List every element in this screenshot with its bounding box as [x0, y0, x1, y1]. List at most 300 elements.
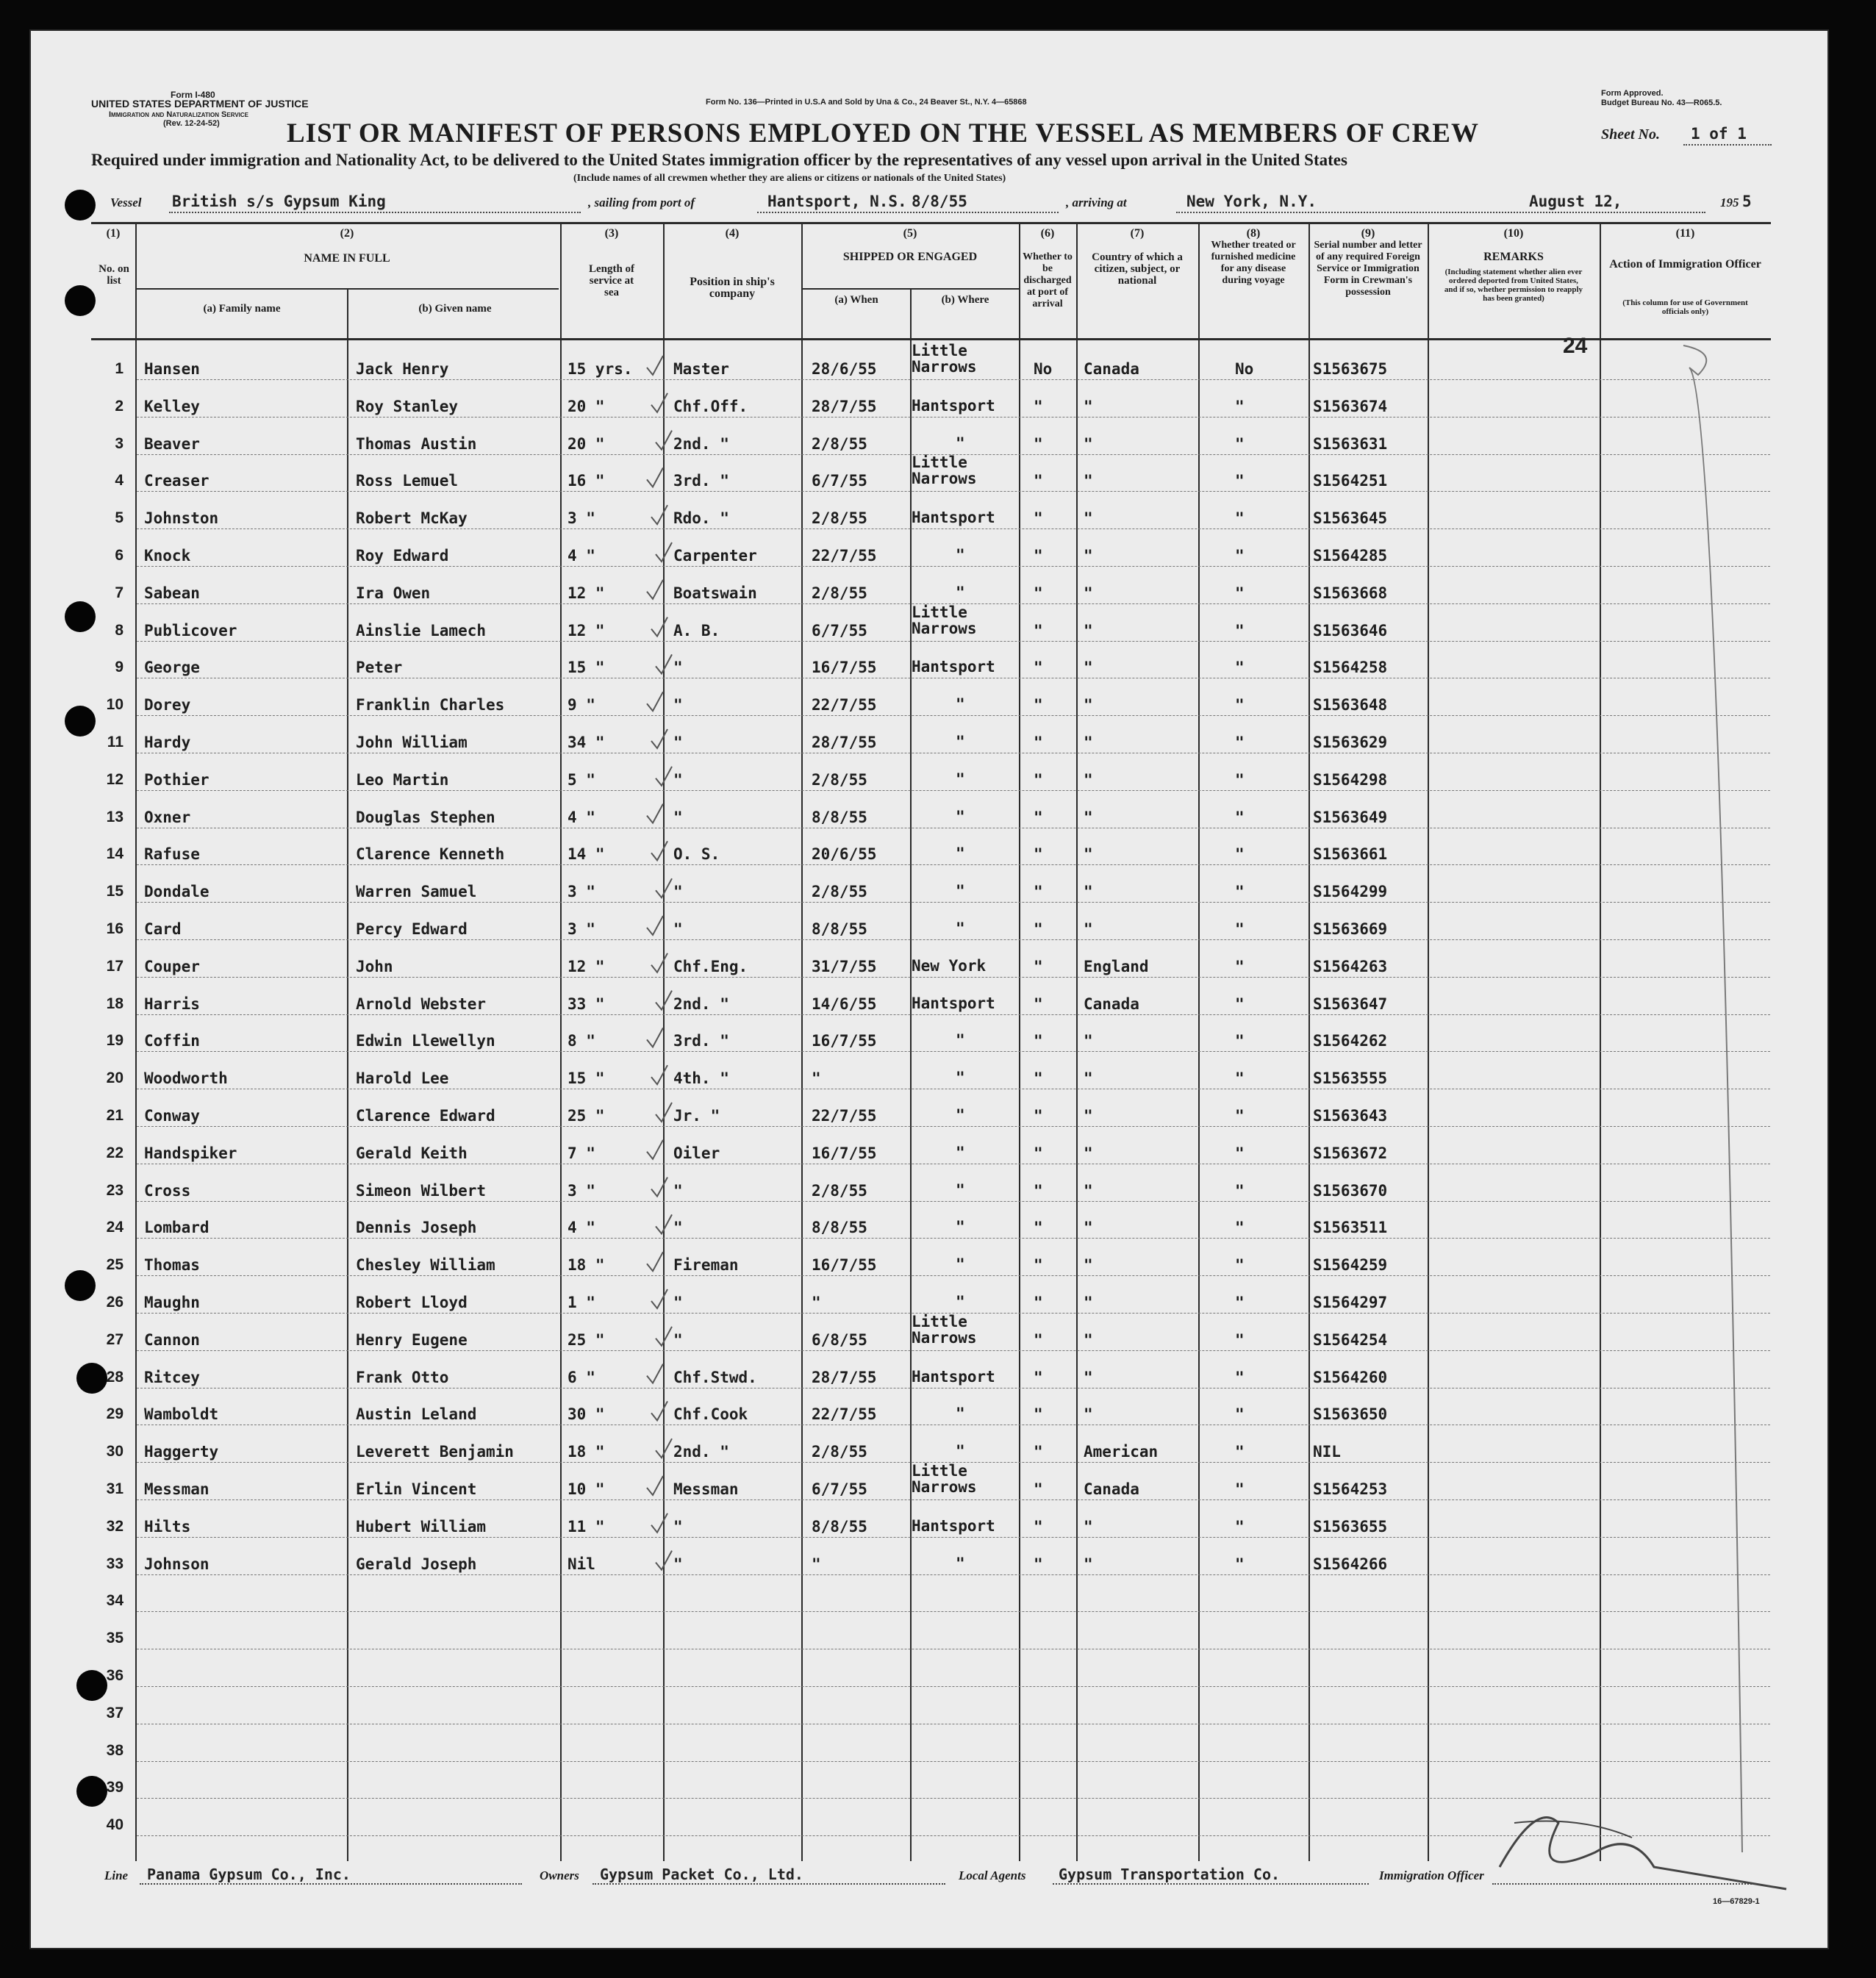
serial-number: S1564260	[1313, 1368, 1388, 1386]
serial-number: S1563648	[1313, 696, 1388, 714]
subtitle: Required under immigration and Nationality Act, to be delivered to the United States immigration officer by the representatives of any vessel upon arrival in the United States	[91, 151, 1347, 169]
length-of-service: 12 "	[568, 621, 605, 639]
position: 2nd. "	[673, 1443, 729, 1461]
row-number: 11	[107, 734, 123, 750]
treated: "	[1235, 472, 1245, 490]
given-name: Ira Owen	[356, 584, 431, 602]
row-number: 16	[106, 920, 123, 937]
family-name: Coffin	[144, 1032, 200, 1050]
given-name: Henry Eugene	[356, 1330, 468, 1349]
sheet-value: 1 of 1	[1691, 125, 1747, 143]
given-name: Douglas Stephen	[356, 808, 495, 826]
service: Immigration and Naturalization Service	[109, 110, 249, 119]
position: "	[673, 920, 683, 938]
row-number: 14	[106, 845, 123, 863]
discharged: "	[1034, 770, 1043, 789]
given-name: Warren Samuel	[356, 883, 477, 901]
position: "	[673, 659, 683, 677]
position: "	[673, 808, 683, 826]
treated: "	[1235, 509, 1245, 528]
check-mark	[647, 692, 663, 711]
arriving-port: New York, N.Y.	[1186, 193, 1317, 210]
shipped-where: Hantsport	[912, 1367, 995, 1386]
row-number: 20	[106, 1069, 123, 1087]
country: "	[1084, 883, 1093, 901]
family-name: Creaser	[144, 472, 210, 490]
shipped-when: 20/6/55	[812, 845, 877, 864]
row-number: 30	[106, 1443, 123, 1461]
discharged: "	[1034, 883, 1043, 901]
check-mark	[647, 1476, 663, 1495]
discharged: "	[1034, 920, 1043, 938]
row-number: 32	[106, 1517, 123, 1535]
given-name: Leo Martin	[356, 770, 449, 789]
row-number: 40	[106, 1816, 123, 1834]
row-number: 1	[115, 360, 123, 377]
shipped-where: "	[956, 845, 965, 863]
shipped-where: "	[956, 807, 965, 825]
country: American	[1084, 1443, 1159, 1461]
row-number: 18	[106, 995, 123, 1012]
serial-number: S1563511	[1313, 1219, 1388, 1237]
given-name: Edwin Llewellyn	[356, 1032, 495, 1050]
given-name: Thomas Austin	[356, 434, 477, 453]
shipped-when: 8/8/55	[812, 1219, 867, 1237]
position: Messman	[673, 1480, 739, 1498]
length-of-service: 3 "	[568, 509, 595, 528]
given-name: Frank Otto	[356, 1368, 449, 1386]
position: 3rd. "	[673, 1032, 729, 1050]
check-mark	[647, 1252, 663, 1271]
row-number: 31	[106, 1480, 123, 1497]
printer-note: Form No. 136—Printed in U.S.A and Sold by Una & Co., 24 Beaver St., N.Y. 4—65868	[706, 98, 1027, 107]
shipped-when: 2/8/55	[812, 584, 867, 602]
given-name: Robert McKay	[356, 509, 468, 528]
length-of-service: 12 "	[568, 957, 605, 975]
check-mark	[651, 1289, 667, 1308]
shipped-where: "	[956, 546, 965, 564]
shipped-when: 28/6/55	[812, 360, 877, 378]
shipped-when: "	[812, 1294, 821, 1311]
serial-number: S1563655	[1313, 1517, 1388, 1536]
treated: "	[1235, 434, 1245, 453]
check-mark	[647, 1364, 663, 1383]
serial-number: S1563675	[1313, 360, 1388, 378]
serial-number: S1563555	[1313, 1069, 1388, 1088]
line-value: Panama Gypsum Co., Inc.	[147, 1866, 351, 1883]
country: "	[1084, 1069, 1093, 1088]
check-mark	[651, 841, 667, 860]
discharged: "	[1034, 1368, 1043, 1386]
length-of-service: 15 "	[568, 1069, 605, 1088]
shipped-when: 22/7/55	[812, 1405, 877, 1424]
given-name: Austin Leland	[356, 1405, 477, 1424]
discharged: "	[1034, 509, 1043, 528]
row-number: 2	[115, 397, 123, 415]
treated: "	[1235, 1368, 1245, 1386]
serial-number: S1563672	[1313, 1144, 1388, 1162]
treated: "	[1235, 1330, 1245, 1349]
shipped-where: "	[956, 1255, 965, 1274]
treated: "	[1235, 1069, 1245, 1088]
serial-number: S1564297	[1313, 1294, 1388, 1311]
discharged: "	[1034, 659, 1043, 677]
shipped-where: "	[956, 1069, 965, 1087]
treated: "	[1235, 920, 1245, 938]
family-name: Wamboldt	[144, 1405, 219, 1424]
country: "	[1084, 808, 1093, 826]
shipped-where: Hantsport	[912, 994, 995, 1012]
row-number: 6	[115, 547, 123, 564]
shipped-when: 28/7/55	[812, 1368, 877, 1386]
treated: "	[1235, 1405, 1245, 1424]
check-mark	[647, 580, 663, 599]
arrival-date: August 12,	[1529, 193, 1622, 210]
check-mark	[656, 1438, 672, 1458]
shipped-when: 2/8/55	[812, 1443, 867, 1461]
check-mark	[651, 1513, 667, 1533]
length-of-service: 33 "	[568, 995, 605, 1013]
row-number: 39	[106, 1779, 123, 1796]
row-number: 4	[115, 472, 123, 490]
shipped-when: 8/8/55	[812, 808, 867, 826]
length-of-service: 9 "	[568, 696, 595, 714]
row-number: 27	[106, 1330, 123, 1348]
shipped-where: "	[956, 770, 965, 788]
family-name: Johnson	[144, 1555, 210, 1573]
treated: "	[1235, 808, 1245, 826]
check-mark	[656, 654, 672, 673]
serial-number: S1563650	[1313, 1405, 1388, 1424]
header-remarks: REMARKS	[1483, 251, 1544, 263]
treated: "	[1235, 1480, 1245, 1498]
position: "	[673, 883, 683, 901]
discharged: "	[1034, 1405, 1043, 1424]
serial-number: S1564285	[1313, 547, 1388, 565]
given-name: Clarence Kenneth	[356, 845, 505, 864]
serial-number: S1564262	[1313, 1032, 1388, 1050]
header-c10-num: (10)	[1503, 227, 1524, 240]
form-number: Form I-480	[171, 90, 215, 100]
length-of-service: 20 "	[568, 434, 605, 453]
serial-number: S1563629	[1313, 734, 1388, 751]
position: Chf.Stwd.	[673, 1368, 757, 1386]
country: "	[1084, 696, 1093, 714]
row-number: 26	[106, 1294, 123, 1311]
check-mark	[651, 1065, 667, 1084]
year-value: 5	[1742, 193, 1752, 210]
country: "	[1084, 547, 1093, 565]
row-number: 21	[106, 1107, 123, 1124]
header-c9-num: (9)	[1361, 227, 1375, 240]
family-name: Messman	[144, 1480, 210, 1498]
length-of-service: 15 yrs.	[568, 360, 633, 378]
family-name: Cannon	[144, 1330, 200, 1349]
position: "	[673, 734, 683, 751]
check-mark	[656, 1551, 672, 1570]
shipped-where: "	[956, 1293, 965, 1311]
country: Canada	[1084, 995, 1139, 1013]
discharged: "	[1034, 584, 1043, 602]
shipped-when: 2/8/55	[812, 434, 867, 453]
shipped-when: 28/7/55	[812, 397, 877, 415]
length-of-service: Nil	[568, 1555, 595, 1573]
sailing-date: 8/8/55	[912, 193, 967, 210]
given-name: Gerald Joseph	[356, 1555, 477, 1573]
footer-code: 16—67829-1	[1713, 1897, 1760, 1906]
family-name: Publicover	[144, 621, 237, 639]
shipped-where: New York	[912, 956, 987, 975]
shipped-where: Hantsport	[912, 1516, 995, 1535]
length-of-service: 14 "	[568, 845, 605, 864]
header-c7-num: (7)	[1130, 227, 1145, 240]
position: "	[673, 1181, 683, 1200]
header-serial: Serial number and letter of any required Foreign Service or Immigration Form in Crewman's possession	[1314, 240, 1422, 298]
discharged: "	[1034, 995, 1043, 1013]
position: A. B.	[673, 621, 720, 639]
header-treated: Whether treated or furnished medicine for any disease during voyage	[1211, 240, 1296, 286]
serial-number: S1563643	[1313, 1107, 1388, 1125]
check-mark	[656, 542, 672, 562]
row-number: 33	[106, 1555, 123, 1572]
serial-number: S1563674	[1313, 397, 1388, 415]
serial-number: S1564266	[1313, 1555, 1388, 1573]
discharged: "	[1034, 1555, 1043, 1573]
shipped-where: "	[956, 1031, 965, 1050]
family-name: Conway	[144, 1107, 200, 1125]
family-name: Card	[144, 920, 182, 938]
position: "	[673, 1330, 683, 1349]
shipped-where: "	[956, 1405, 965, 1423]
serial-number: S1563646	[1313, 621, 1388, 639]
treated: "	[1235, 1443, 1245, 1461]
family-name: Knock	[144, 547, 191, 565]
country: "	[1084, 1405, 1093, 1424]
length-of-service: 34 "	[568, 734, 605, 751]
header-c3-num: (3)	[604, 227, 619, 240]
shipped-when: 2/8/55	[812, 770, 867, 789]
row-number: 25	[106, 1256, 123, 1274]
check-mark	[656, 1103, 672, 1122]
discharged: "	[1034, 434, 1043, 453]
country: "	[1084, 1181, 1093, 1200]
row-number: 28	[106, 1368, 123, 1386]
header-where: (b) Where	[941, 294, 989, 306]
check-mark	[651, 505, 667, 524]
position: 2nd. "	[673, 434, 729, 453]
shipped-when: 16/7/55	[812, 1256, 877, 1275]
treated: "	[1235, 1107, 1245, 1125]
treated: "	[1235, 1219, 1245, 1237]
serial-number: S1563647	[1313, 995, 1388, 1013]
shipped-when: 22/7/55	[812, 696, 877, 714]
shipped-where: "	[956, 583, 965, 601]
length-of-service: 4 "	[568, 808, 595, 826]
treated: "	[1235, 659, 1245, 677]
shipped-when: 22/7/55	[812, 1107, 877, 1125]
shipped-where: Hantsport	[912, 509, 995, 527]
shipped-where: Hantsport	[912, 396, 995, 415]
shipped-when: 2/8/55	[812, 883, 867, 901]
line-label: Line	[104, 1868, 129, 1882]
given-name: Leverett Benjamin	[356, 1443, 514, 1461]
position: Fireman	[673, 1256, 739, 1275]
header-when: (a) When	[834, 294, 878, 306]
length-of-service: 8 "	[568, 1032, 595, 1050]
discharged: "	[1034, 1517, 1043, 1536]
serial-number: S1564263	[1313, 957, 1388, 975]
treated: "	[1235, 584, 1245, 602]
serial-number: S1563669	[1313, 920, 1388, 938]
country: "	[1084, 1294, 1093, 1311]
country: "	[1084, 1144, 1093, 1162]
family-name: Couper	[144, 957, 200, 975]
family-name: Thomas	[144, 1256, 200, 1275]
family-name: Hardy	[144, 734, 191, 751]
country: "	[1084, 621, 1093, 639]
header-length-of-service: Length of service at sea	[588, 263, 635, 298]
family-name: Oxner	[144, 808, 191, 826]
position: Chf.Eng.	[673, 957, 748, 975]
family-name: Sabean	[144, 584, 200, 602]
country: "	[1084, 1219, 1093, 1237]
check-mark	[656, 1214, 672, 1233]
check-mark	[656, 767, 672, 786]
discharged: "	[1034, 1069, 1043, 1088]
header-no-on-list: No. on list	[99, 263, 129, 287]
country: "	[1084, 397, 1093, 415]
shipped-where: "	[956, 733, 965, 750]
discharged: "	[1034, 1443, 1043, 1461]
position: 3rd. "	[673, 472, 729, 490]
discharged: "	[1034, 1330, 1043, 1349]
length-of-service: 4 "	[568, 1219, 595, 1237]
owners-label: Owners	[540, 1868, 579, 1882]
treated: "	[1235, 1032, 1245, 1050]
position: "	[673, 696, 683, 714]
given-name: Peter	[356, 659, 403, 677]
position: Master	[673, 360, 729, 378]
header-c4-num: (4)	[725, 227, 740, 240]
serial-number: S1563649	[1313, 808, 1388, 826]
treated: "	[1235, 883, 1245, 901]
position: Oiler	[673, 1144, 720, 1162]
length-of-service: 25 "	[568, 1330, 605, 1349]
serial-number: S1564254	[1313, 1330, 1388, 1349]
length-of-service: 18 "	[568, 1443, 605, 1461]
shipped-when: 8/8/55	[812, 920, 867, 938]
country: "	[1084, 1032, 1093, 1050]
treated: "	[1235, 1555, 1245, 1573]
discharged: "	[1034, 1256, 1043, 1275]
family-name: Woodworth	[144, 1069, 228, 1088]
arriving-label: , arriving at	[1066, 196, 1127, 209]
family-name: George	[144, 659, 200, 677]
given-name: Percy Edward	[356, 920, 468, 938]
shipped-when: "	[812, 1555, 821, 1573]
country: "	[1084, 1330, 1093, 1349]
shipped-where: "	[956, 1106, 965, 1124]
discharged: "	[1034, 1480, 1043, 1498]
given-name: Dennis Joseph	[356, 1219, 477, 1237]
officer-label: Immigration Officer	[1379, 1868, 1484, 1882]
header-shipped-engaged: SHIPPED OR ENGAGED	[842, 251, 978, 263]
shipped-when: 2/8/55	[812, 509, 867, 528]
check-mark	[651, 617, 667, 637]
family-name: Lombard	[144, 1219, 210, 1237]
shipped-where: "	[956, 1442, 965, 1461]
page-title: LIST OR MANIFEST OF PERSONS EMPLOYED ON THE VESSEL AS MEMBERS OF CREW	[287, 118, 1479, 148]
country: England	[1084, 957, 1149, 975]
given-name: Harold Lee	[356, 1069, 449, 1088]
treated: "	[1235, 1256, 1245, 1275]
discharged: "	[1034, 472, 1043, 490]
remark-note: 24	[1563, 334, 1588, 358]
given-name: Jack Henry	[356, 360, 449, 378]
shipped-when: 14/6/55	[812, 995, 877, 1013]
family-name: Dondale	[144, 883, 210, 901]
treated: "	[1235, 1181, 1245, 1200]
header-c11-num: (11)	[1675, 227, 1695, 240]
position: "	[673, 1517, 683, 1536]
header-action-officer: Action of Immigration Officer	[1609, 258, 1761, 270]
given-name: Ainslie Lamech	[356, 621, 487, 639]
given-name: Clarence Edward	[356, 1107, 495, 1125]
treated: "	[1235, 621, 1245, 639]
position: "	[673, 1294, 683, 1311]
shipped-where: Little Narrows	[912, 1462, 977, 1496]
discharged: "	[1034, 397, 1043, 415]
family-name: Hansen	[144, 360, 200, 378]
check-mark	[651, 393, 667, 412]
shipped-where: Little Narrows	[912, 603, 977, 637]
header-action-note: (This column for use of Government officials only)	[1622, 298, 1748, 316]
serial-number: S1563661	[1313, 845, 1388, 864]
discharged: "	[1034, 1107, 1043, 1125]
country: Canada	[1084, 1480, 1139, 1498]
subnote: (Include names of all crewmen whether they are aliens or citizens or nationals of the United States)	[573, 173, 1006, 184]
given-name: Arnold Webster	[356, 995, 487, 1013]
shipped-when: 31/7/55	[812, 957, 877, 975]
length-of-service: 4 "	[568, 547, 595, 565]
position: Jr. "	[673, 1107, 720, 1125]
discharged: "	[1034, 696, 1043, 714]
agents-value: Gypsum Transportation Co.	[1059, 1866, 1281, 1883]
shipped-where: Little Narrows	[912, 342, 977, 376]
length-of-service: 6 "	[568, 1368, 595, 1386]
given-name: Hubert William	[356, 1517, 487, 1536]
header-position: Position in ship's company	[690, 276, 775, 300]
header-discharged: Whether to be discharged at port of arrival	[1023, 251, 1073, 309]
discharged: "	[1034, 547, 1043, 565]
department: UNITED STATES DEPARTMENT OF JUSTICE	[91, 98, 309, 110]
length-of-service: 10 "	[568, 1480, 605, 1498]
length-of-service: 7 "	[568, 1144, 595, 1162]
shipped-when: 16/7/55	[812, 1032, 877, 1050]
owners-value: Gypsum Packet Co., Ltd.	[600, 1866, 803, 1883]
row-number: 10	[106, 696, 123, 714]
row-number: 19	[106, 1032, 123, 1050]
row-number: 7	[115, 584, 123, 601]
header-remarks-note: (Including statement whether alien ever ordered deported from United States, and if so, whether permission to reapply has been granted)	[1444, 268, 1583, 303]
check-mark	[647, 356, 663, 375]
header-c1-num: (1)	[106, 227, 121, 240]
position: 2nd. "	[673, 995, 729, 1013]
shipped-when: 16/7/55	[812, 659, 877, 677]
shipped-when: "	[812, 1069, 821, 1088]
length-of-service: 12 "	[568, 584, 605, 602]
check-mark	[656, 878, 672, 897]
